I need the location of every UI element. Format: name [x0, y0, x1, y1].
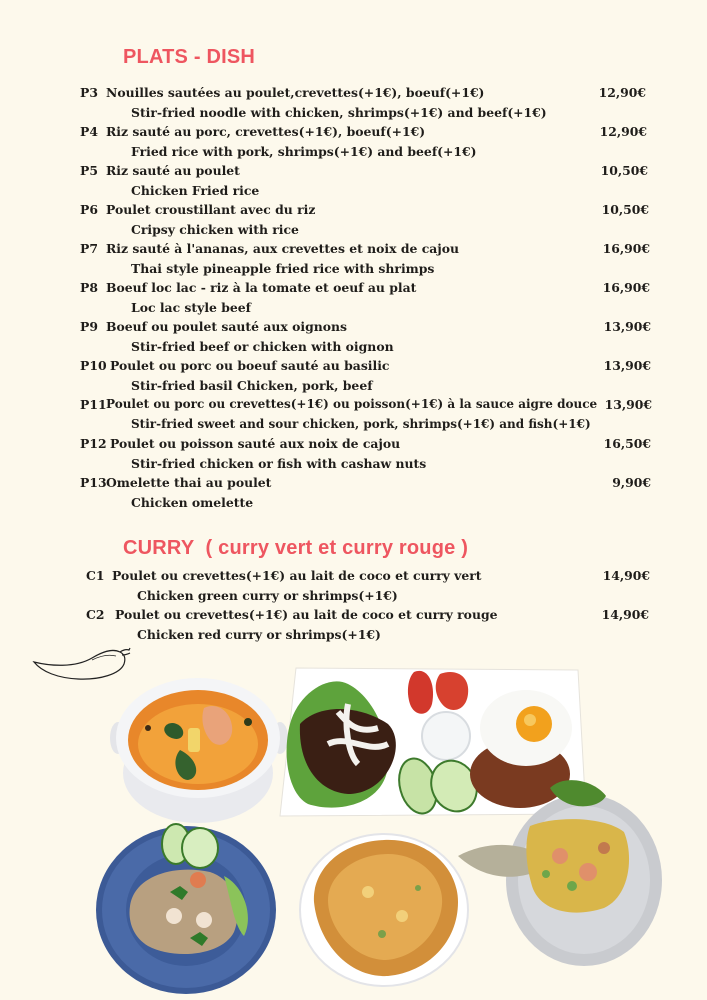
- menu-item-p12: [0, 436, 707, 471]
- item-name-en: Thai style pineapple fried rice with shrimps: [131, 260, 435, 276]
- item-name-en: Fried rice with pork, shrimps(+1€) and beef(+1€): [131, 143, 477, 159]
- item-price: 10,50€: [601, 202, 649, 217]
- item-name-fr: Poulet ou porc ou boeuf sauté au basilic: [110, 358, 390, 373]
- curry-soup-bowl-image: [108, 668, 288, 828]
- section-title-plats: PLATS - DISH: [123, 46, 256, 68]
- item-name-en: Chicken Fried rice: [131, 182, 260, 198]
- item-name-en: Chicken red curry or shrimps(+1€): [137, 626, 381, 642]
- item-name-fr: Nouilles sautées au poulet,crevettes(+1€), boeuf(+1€): [106, 85, 485, 100]
- item-name-fr: Riz sauté à l'ananas, aux crevettes et noix de cajou: [106, 241, 460, 256]
- item-code: C2: [86, 607, 105, 622]
- item-price: 16,90€: [602, 280, 650, 295]
- menu-item-p5: [0, 163, 707, 198]
- menu-item-p4: [0, 124, 707, 159]
- item-price: 12,90€: [599, 124, 647, 139]
- item-price: 14,90€: [601, 607, 649, 622]
- menu-item-p7: [0, 241, 707, 276]
- item-price: 13,90€: [604, 397, 652, 412]
- item-price: 16,50€: [603, 436, 651, 451]
- item-name-fr: Boeuf ou poulet sauté aux oignons: [106, 319, 347, 334]
- item-code: P12: [80, 436, 107, 451]
- item-price: 13,90€: [603, 358, 651, 373]
- menu-item-p13: [0, 475, 707, 510]
- item-code: P4: [80, 124, 98, 139]
- item-name-fr: Poulet ou porc ou crevettes(+1€) ou poisson(+1€) à la sauce aigre douce: [106, 397, 598, 411]
- item-name-fr: Poulet ou crevettes(+1€) au lait de coco et curry vert: [112, 568, 482, 583]
- item-name-en: Chicken green curry or shrimps(+1€): [137, 587, 398, 603]
- menu-item-c1: [0, 568, 707, 603]
- item-name-fr: Omelette thai au poulet: [106, 475, 272, 490]
- fried-rice-blue-plate-image: [94, 816, 280, 996]
- item-price: 14,90€: [602, 568, 650, 583]
- menu-item-p9: [0, 319, 707, 354]
- item-name-en: Stir-fried beef or chicken with oignon: [131, 338, 394, 354]
- menu-item-p3: [0, 85, 707, 120]
- item-name-fr: Poulet ou poisson sauté aux noix de cajou: [110, 436, 401, 451]
- item-name-en: Stir-fried sweet and sour chicken, pork, shrimps(+1€) and fish(+1€): [131, 416, 591, 431]
- item-price: 9,90€: [612, 475, 651, 490]
- item-code: P3: [80, 85, 98, 100]
- item-name-en: Cripsy chicken with rice: [131, 221, 299, 237]
- thai-omelette-plate-image: [298, 832, 470, 992]
- pineapple-fried-rice-image: [454, 776, 664, 976]
- menu-item-p10: [0, 358, 707, 393]
- menu-item-c2: [0, 607, 707, 642]
- item-name-en: Chicken omelette: [131, 494, 254, 510]
- item-price: 10,50€: [600, 163, 648, 178]
- menu-item-p8: [0, 280, 707, 315]
- item-name-fr: Poulet croustillant avec du riz: [106, 202, 316, 217]
- section-title-curry: CURRY ( curry vert et curry rouge ): [123, 537, 469, 559]
- item-name-fr: Riz sauté au poulet: [106, 163, 240, 178]
- food-photos: [0, 640, 707, 1000]
- item-code: P7: [80, 241, 98, 256]
- item-price: 13,90€: [603, 319, 651, 334]
- item-name-en: Stir-fried noodle with chicken, shrimps(+1€) and beef(+1€): [131, 104, 547, 120]
- item-code: P8: [80, 280, 98, 295]
- item-code: P9: [80, 319, 98, 334]
- item-name-en: Stir-fried basil Chicken, pork, beef: [131, 377, 373, 393]
- item-name-fr: Riz sauté au porc, crevettes(+1€), boeuf(+1€): [106, 124, 426, 139]
- menu-item-p11: [0, 397, 707, 431]
- item-code: P13: [80, 475, 107, 490]
- item-name-fr: Boeuf loc lac - riz à la tomate et oeuf au plat: [106, 280, 417, 295]
- item-code: P10: [80, 358, 107, 373]
- item-name-en: Stir-fried chicken or fish with cashaw nuts: [131, 455, 427, 471]
- item-code: P6: [80, 202, 98, 217]
- item-name-en: Loc lac style beef: [131, 299, 251, 315]
- menu-item-p6: [0, 202, 707, 237]
- item-name-fr: Poulet ou crevettes(+1€) au lait de coco et curry rouge: [115, 607, 498, 622]
- item-code: P5: [80, 163, 98, 178]
- item-price: 12,90€: [598, 85, 646, 100]
- item-price: 16,90€: [602, 241, 650, 256]
- item-code: C1: [86, 568, 105, 583]
- item-code: P11: [80, 397, 107, 412]
